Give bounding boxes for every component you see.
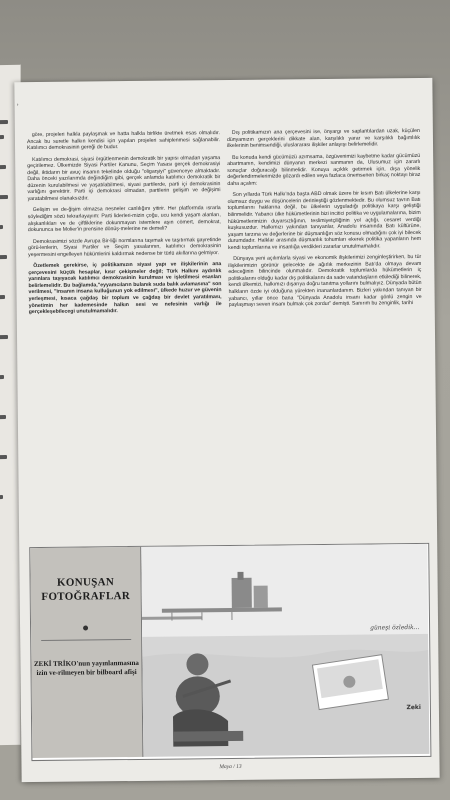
paragraph: Son yıllarda Türk Halkı'nda başta ABD olmak üzere bir kısım Batı ülkelerine karşı olumsuz duygu ve düşüncelerin derinleştiği gözlenmektedir. Bu olumsuz tavrın Batı toplumlarını haklarına değil, bu ülkelerin uyguladığı politikaya karşı geliştiği bilinmelidir. Yabancı ülke hükümetlerinin bizi incitici politika ve uygulamalarına, bizim hükümetlerimizin duyarsızlığının, teslimiyetçiliğinin yol açtığı, cesaret verdiği kuşkusuzdur. Halkımızı yakından tanıyanlar, Anadolu insanında Batı kültürüne, yaşam tarzına ve değerlerine bir düşmanlığın söz konusu olmadığını çok iyi bilecek durumdadır. Halklar arasında düşmanlık tohumları ekerek politika yapanların hem kendi toplumlarına ve insanlığa verdikleri zararlar unutulmamalıdır. [227,190,422,251]
paragraph: Katılımcı demokrasi, siyasi örgütlenmenin demokratik bir yapısı olmadan yaşama geçirilemez. Ülkemizde Siyasi Partiler Kanunu, Seçim Yasası gerçek demokrasiyi değil, iktidarın bir avuç insanın tekelinde olduğu "oligarşiyi" güvenceye almaktadır. Daha önceki yazılarımda değindiğim gibi, gerçek anlamda katılımcı demokratik bir düzenin kurulabilmesi ve yaşatılabilmesi, siyasi partilerde, parti içi demokrasinin varlığını gerektirir. Parti içi demokrasi olmadan, partilerin gelişim ve değişimi yaratabilmesi olanaksızdır. [27,154,221,202]
left-text-column [27,130,222,321]
billboard-photo-illustration [141,544,429,757]
promo-box [29,543,431,761]
magazine-page [14,78,439,782]
right-text-column [227,128,422,314]
promo-title: KONUŞAN FOTOĞRAFLAR [41,576,131,603]
paragraph: göre, projeleri halkla paylaşmak ve hatta halkla birlikte üretmek esas olmalıdır. Ancak bu suretle halkın kendisi için yapılan projeleri sahiplenmesi sağlanabilir. Katılımcı demokrasinin gereği de budur. [26,130,220,152]
paragraph: Dış politikamızın ana çerçevesini ise, önyargı ve saplantılardan uzak, küçülen dünyamızın gerçeklerini dikkate alan, karşılıklı yarar ve karşılıklı bağımlılık ilkelerinin benimsendiği, uluslararası ilişkiler anlayışı belirlemelidir. [226,127,420,150]
paragraph: Gelişim ve de-ğişim olmazsa nesneler canlılığını yitirir. Her platformda ısrarla söylediğim sözü tekrarlayayım: Parti liderleri-mizin çoğu, ucu kendi yaşam alanları, alışkanlıkları ve de çiftliklerine dokunmayan istemlere aşın cömert, demokrat, dokununca ise Molier'in prensine dönüş-melerine ne demeli? [27,205,221,234]
bullet-dot-icon [83,625,88,630]
billboard-photo [141,544,429,757]
divider [41,639,131,641]
paragraph-bold: Özetlemek gerekirse, iç politikamızın siyasi yapı ve ilişkilerinin ana çerçevesini küçük hesaplar, kısır çekişmeler değil; Türk Halkını aydınlık yarınlara taşıyacak katılımcı demokrasinin kurulması ve işletilmesi esasları belirlemelidir. Bu bağlamda,"eyyamcıların bulanık suda balık avlamasına" son verilmesi, "insanın insana kulluğunun yok edilmesi", ülkede huzur ve güvenin yerleşmesi, kısaca çağdaş bir toplum ve çağdaş bir devlet yaratılması, yönetimin her kademesinde halkın sesi ve nefesinin varlığı ile gerçekleşebilecegi unutulmamalıdır. [28,261,222,316]
photographer-signature: Zeki [406,703,421,712]
promo-caption: ZEKİ TRİKO'nun yayınlanmasına izin ve-rilmeyen bir bilboard afişi [33,658,139,678]
page-corner-mark: › [16,102,19,109]
paragraph: Dünyaya yeni açılımlarla siyasi ve ekonomik ilişkilerimizi zenginleştirirken, bu tür ilişkilerimizin görünür gelecekte de ağırlık merkezinin Batı'da olmaya devam edeceğinin bilincinde olunmalıdır. Demokratik toplumlarda hükümetlerin iç politikalarını olduğu kadar dış politikalarını da sade vatandaşların etkilediği bilinerek, kendi ülkemizi, halkımızı dışarıya doğru tanıtma yollarını bulmalıyız. Dünyada bütün halkların özde iyi olduğuna yürekten inananlardanım. Bizleri yakından tanıyan bir yabancı, yıllar önce bana "Dünyada Anadolu insanı kadar gönlü zengin ve paylaşmayı seven insanı bulmak çok zordur" demişti. Sanırım bu zenginlik, tarihi [228,254,422,309]
promo-label-panel [30,547,143,758]
paragraph: Demokrasimizi sözde Avrupa Bir-liği normlarına taşımak ve taşıtırmak gayretinde görü-lenlerin, Siyasi Partiler ve Seçim yasalarının, katılımcı demokrasinin yeşermesini engelleyen hükümlerini kaldırmak nedense bir türlü akıllarına gelmiyor. [28,236,222,258]
paragraph: Bu konuda kendi gücümüzü azımsama, özgüvenimizi kaybetme kadar gücümüzü abartmanın, kendimizi dünyanın merkezi sanmanın da, Ulusumuz için zararlı sonuçlar doğuracağı bilinmelidir. Konuya açıklık getirmek için, dışa yönelik değerlendirmelerimizde gözardı edilen veya fazlaca önemsenen birkaç noktayı biraz daha açalım: [227,152,421,187]
page-footer: Maya / 13 [219,763,242,771]
handwritten-note: güneşi özledik... [370,623,420,632]
